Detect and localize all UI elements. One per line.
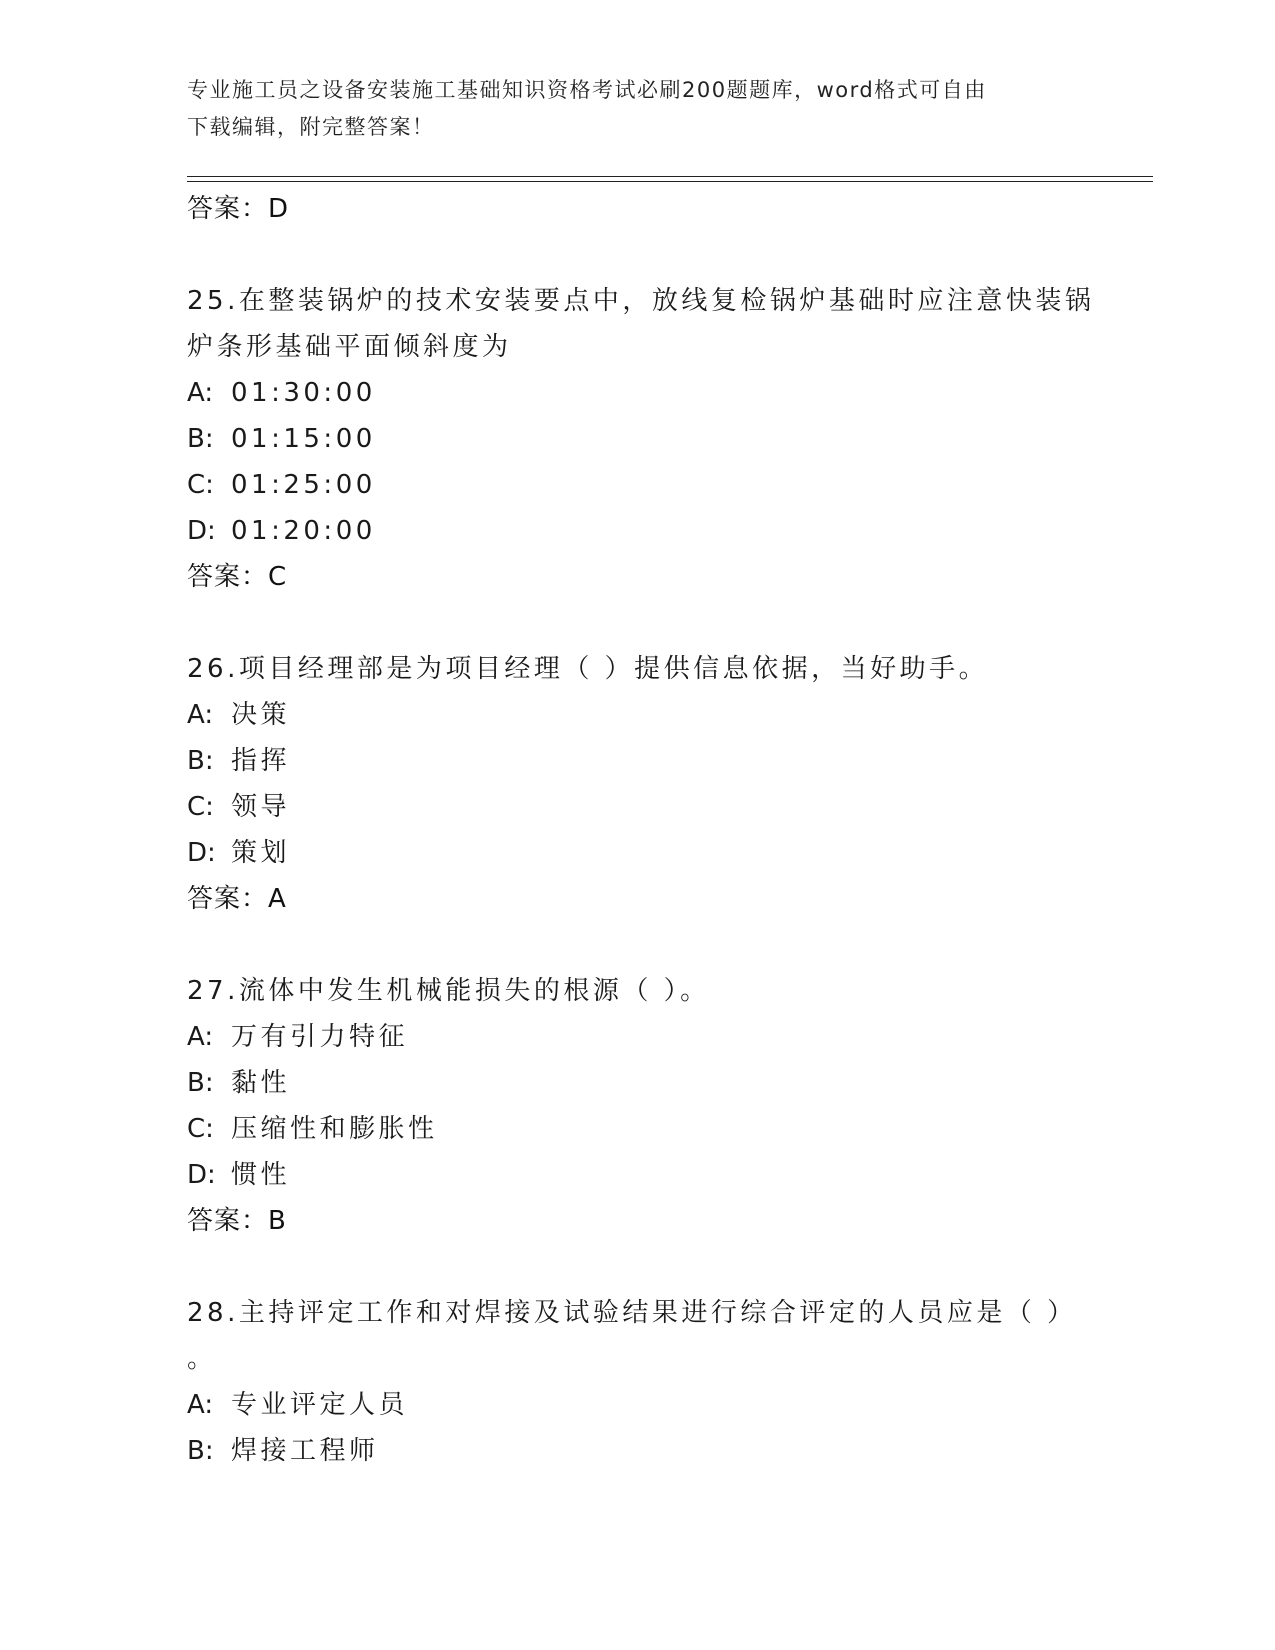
option-a [187,1382,1107,1428]
option-key: B: [187,1068,214,1098]
option-b [187,1060,1107,1106]
question-text: 28.主持评定工作和对焊接及试验结果进行综合评定的人员应是（ ） [187,1298,1077,1328]
option-key: D: [187,516,216,546]
option-d [187,1152,1107,1198]
option-text: 决策 [231,700,291,730]
question-25 [187,278,1107,600]
option-key: C: [187,792,214,822]
option-key: C: [187,470,214,500]
option-text: 01:25:00 [231,470,376,500]
option-key: A: [187,700,214,730]
option-text: 01:30:00 [231,378,376,408]
option-key: A: [187,1022,214,1052]
option-key: B: [187,1436,214,1466]
question-text-continued: 。 [187,1344,217,1374]
header-divider-top [187,176,1153,177]
option-c [187,784,1107,830]
option-d [187,830,1107,876]
option-text: 01:15:00 [231,424,376,454]
option-key: D: [187,838,216,868]
option-key: D: [187,1160,216,1190]
answer: 答案：A [187,884,287,914]
option-text: 焊接工程师 [231,1436,379,1466]
option-a [187,692,1107,738]
option-text: 惯性 [231,1160,291,1190]
option-text: 领导 [231,792,291,822]
document-header [187,72,1087,146]
option-text: 01:20:00 [231,516,376,546]
question-text: 26.项目经理部是为项目经理（ ）提供信息依据，当好助手。 [187,654,989,684]
option-text: 压缩性和膨胀性 [231,1114,438,1144]
previous-answer: 答案：D [187,194,290,224]
question-27 [187,968,1107,1244]
question-text: 27.流体中发生机械能损失的根源（ ）。 [187,976,710,1006]
answer: 答案：B [187,1206,287,1236]
option-d [187,508,1107,554]
option-text: 万有引力特征 [231,1022,409,1052]
option-b [187,416,1107,462]
option-b [187,738,1107,784]
option-b [187,1428,1107,1474]
option-text: 黏性 [231,1068,291,1098]
question-28 [187,1290,1107,1474]
option-text: 专业评定人员 [231,1390,409,1420]
header-divider-bottom [187,181,1153,182]
option-key: C: [187,1114,214,1144]
option-key: A: [187,1390,214,1420]
answer: 答案：C [187,562,288,592]
question-26 [187,646,1107,922]
question-list [187,186,1107,1474]
option-a [187,370,1107,416]
question-text: 25.在整装锅炉的技术安装要点中，放线复检锅炉基础时应注意快装锅 [187,286,1095,316]
option-key: A: [187,378,214,408]
option-key: B: [187,746,214,776]
option-c [187,462,1107,508]
option-text: 指挥 [231,746,291,776]
option-key: B: [187,424,214,454]
option-text: 策划 [231,838,291,868]
option-c [187,1106,1107,1152]
option-a [187,1014,1107,1060]
header-line-1: 专业施工员之设备安装施工基础知识资格考试必刷200题题库，word格式可自由 [187,78,987,102]
question-text-continued: 炉条形基础平面倾斜度为 [187,332,512,362]
header-line-2: 下载编辑，附完整答案！ [187,115,435,139]
